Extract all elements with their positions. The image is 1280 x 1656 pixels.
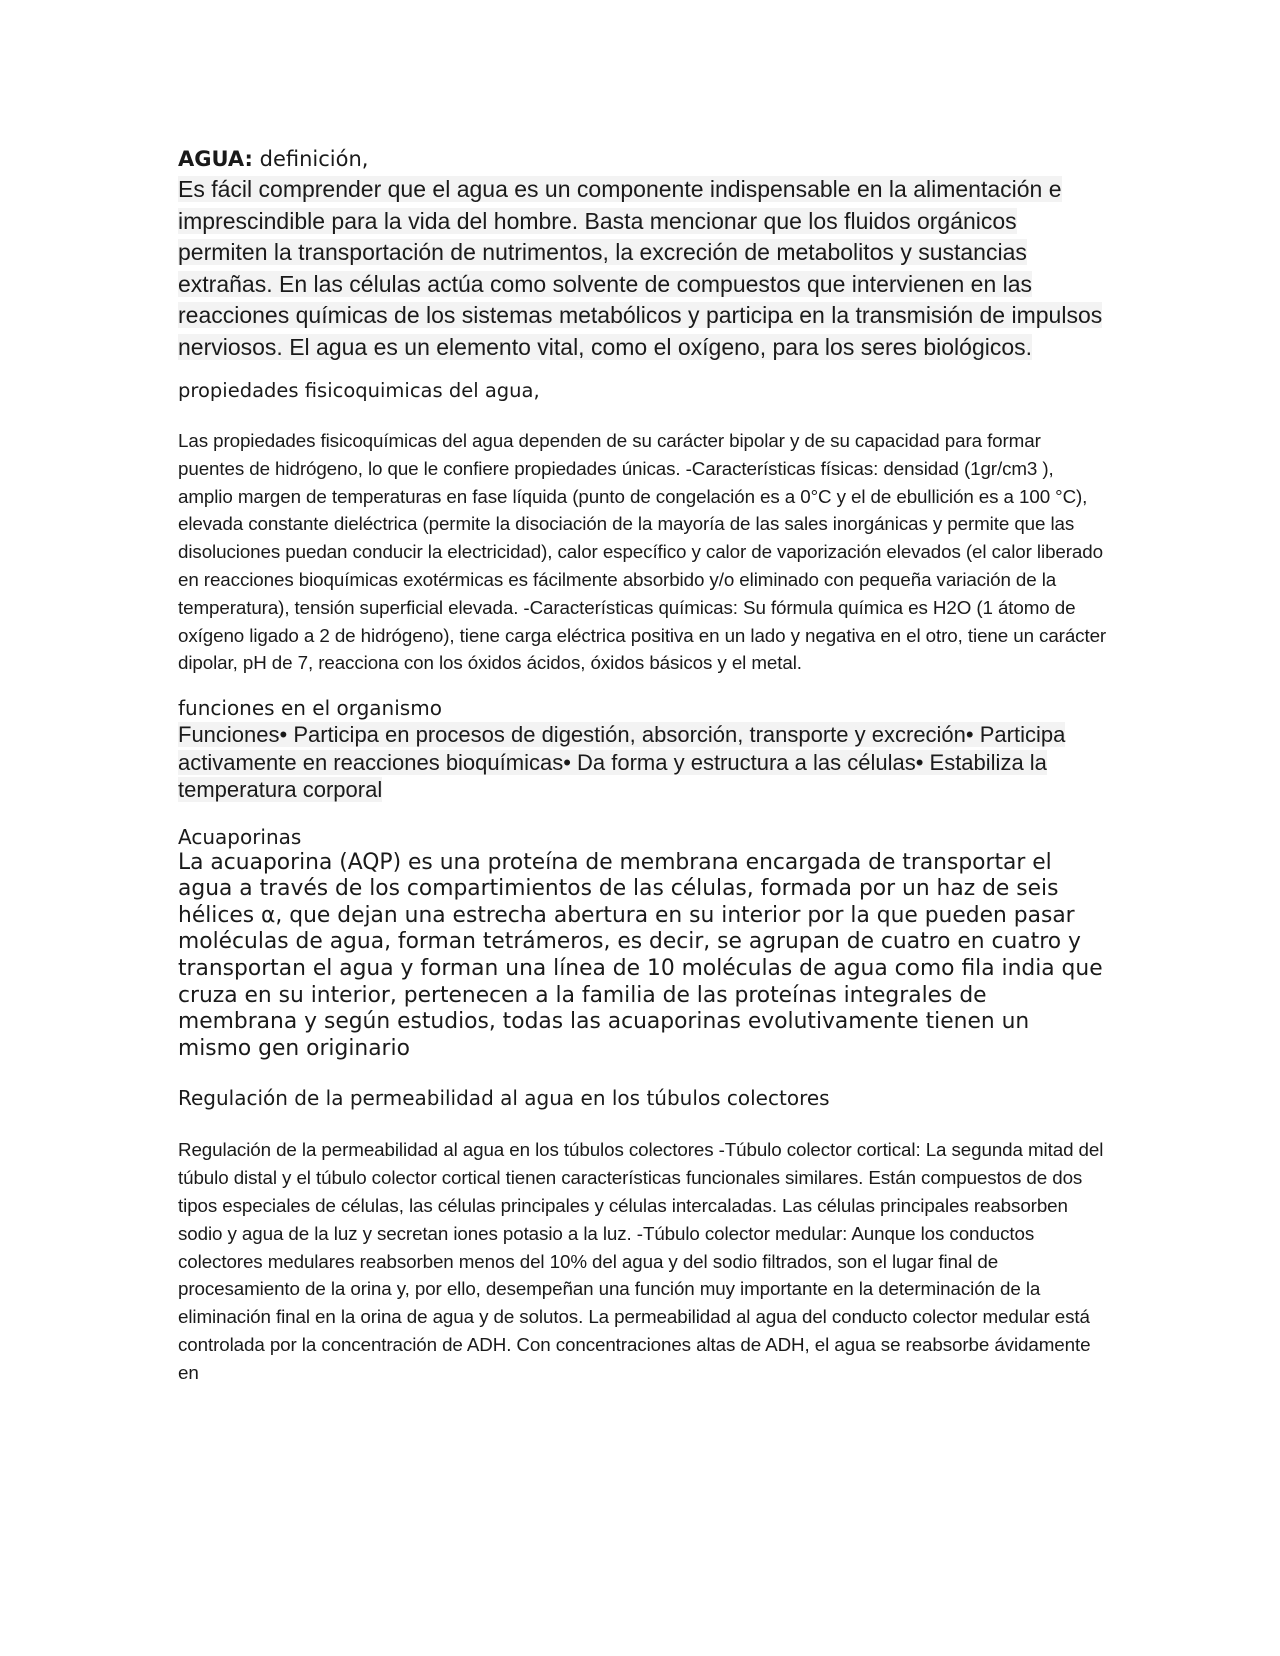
- funciones-paragraph: [178, 721, 1108, 804]
- title-bold: AGUA:: [178, 147, 253, 171]
- agua-definition-paragraph: [178, 174, 1108, 363]
- acuaporinas-paragraph: La acuaporina (AQP) es una proteína de membrana encargada de transportar el agua a través de los compartimientos de las células, formada por un haz de seis hélices α, que dejan una estrecha abertura en su interior por la que pueden pasar moléculas de agua, forman tetrámeros, es decir, se agrupan de cuatro en cuatro y transportan el agua y forman una línea de 10 moléculas de agua como fila india que cruza en su interior, pertenecen a la familia de las proteínas integrales de membrana y según estudios, todas las acuaporinas evolutivamente tienen un mismo gen originario: [178, 849, 1103, 1061]
- regulacion-paragraph: Regulación de la permeabilidad al agua en los túbulos colectores -Túbulo colector cortical: La segunda mitad del túbulo distal y el túbulo colector cortical tienen características funcionales similares. Están compuestos de dos tipos especiales de células, las células principales y células intercaladas. Las células principales reabsorben sodio y agua de la luz y secretan iones potasio a la luz. -Túbulo colector medular: Aunque los conductos colectores medulares reabsorben menos del 10% del agua y del sodio filtrados, son el lugar final de procesamiento de la orina y, por ello, desempeñan una función muy importante en la determinación de la eliminación final en la orina de agua y de solutos. La permeabilidad al agua del conducto colector medular está controlada por la concentración de ADH. Con concentraciones altas de ADH, el agua se reabsorbe ávidamente en: [178, 1139, 1104, 1383]
- section-title-propiedades: propiedades fisicoquimicas del agua,: [178, 379, 540, 402]
- agua-definition-text: Es fácil comprender que el agua es un componente indispensable en la alimentación e imprescindible para la vida del hombre. Basta mencionar que los fluidos orgánicos permiten la transportación de nutrimentos, la excreción de metabolitos y sustancias extrañas. En las células actúa como solvente de compuestos que intervienen en las reacciones químicas de los sistemas metabólicos y participa en la transmisión de impulsos nerviosos. El agua es un elemento vital, como el oxígeno, para los seres biológicos.: [178, 176, 1103, 360]
- funciones-text: Funciones• Participa en procesos de digestión, absorción, transporte y excreción• Participa activamente en reacciones bioquímicas• Da forma y estructura a las células• Estabiliza la temperatura corporal: [178, 722, 1066, 803]
- title-rest: definición,: [252, 147, 369, 171]
- propiedades-paragraph: Las propiedades fisicoquímicas del agua dependen de su carácter bipolar y de su capacidad para formar puentes de hidrógeno, lo que le confiere propiedades únicas. -Características físicas: densidad (1gr/cm3 ), amplio margen de temperaturas en fase líquida (punto de congelación es a 0°C y el de ebullición es a 100 °C), elevada constante dieléctrica (permite la disociación de la mayoría de las sales inorgánicas y permite que las disoluciones puedan conducir la electricidad), calor específico y calor de vaporización elevados (el calor liberado en reacciones bioquímicas exotérmicas es fácilmente absorbido y/o eliminado con pequeña variación de la temperatura), tensión superficial elevada. -Características químicas: Su fórmula química es H2O (1 átomo de oxígeno ligado a 2 de hidrógeno), tiene carga eléctrica positiva en un lado y negativa en el otro, tiene un carácter dipolar, pH de 7, reacciona con los óxidos ácidos, óxidos básicos y el metal.: [178, 430, 1107, 674]
- document-page: [178, 144, 1108, 1387]
- section-title-funciones: funciones en el organismo: [178, 696, 442, 721]
- section-title-acuaporinas: Acuaporinas: [178, 824, 302, 849]
- section-title-regulacion: Regulación de la permeabilidad al agua en los túbulos colectores: [178, 1086, 830, 1111]
- section-title-agua: [178, 144, 1108, 174]
